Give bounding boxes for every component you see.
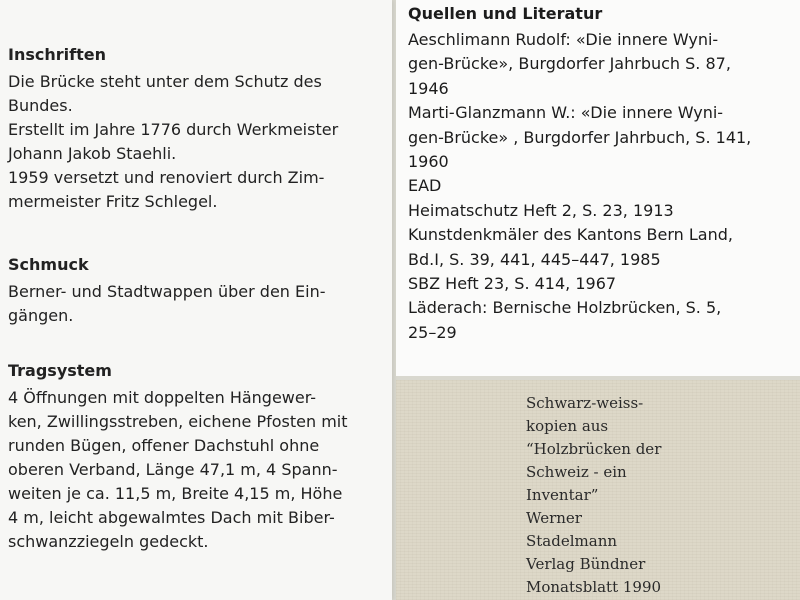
- caption-line: Schwarz-weiss-: [526, 394, 644, 412]
- tragsystem-line: runden Bügen, offener Dachstuhl ohne: [8, 436, 320, 455]
- tragsystem-text: [8, 386, 386, 554]
- caption-line: “Holzbrücken der: [526, 440, 662, 458]
- tragsystem-line: 4 m, leicht abgewalmtes Dach mit Biber-: [8, 508, 335, 527]
- schmuck-heading: Schmuck: [8, 255, 89, 274]
- tragsystem-line: oberen Verband, Länge 47,1 m, 4 Spann-: [8, 460, 338, 479]
- quellen-line: gen-Brücke» , Burgdorfer Jahrbuch, S. 141,: [408, 127, 752, 147]
- inschriften-line: Bundes.: [8, 96, 73, 115]
- quellen-line: 25–29: [408, 322, 457, 342]
- quellen-list: [408, 28, 788, 345]
- tragsystem-line: ken, Zwillingsstreben, eichene Pfosten mit: [8, 412, 348, 431]
- inschriften-line: 1959 versetzt und renoviert durch Zim-: [8, 168, 325, 187]
- tragsystem-heading: Tragsystem: [8, 361, 112, 380]
- schmuck-line: Berner- und Stadtwappen über den Ein-: [8, 282, 326, 301]
- quellen-line: Aeschlimann Rudolf: «Die innere Wyni-: [408, 30, 719, 49]
- caption-line: Verlag Bündner: [526, 555, 646, 573]
- quellen-line: 1960: [408, 152, 449, 172]
- caption-line: Monatsblatt 1990: [526, 578, 662, 596]
- tragsystem-line: weiten je ca. 11,5 m, Breite 4,15 m, Höhe: [8, 484, 343, 503]
- inschriften-line: Erstellt im Jahre 1776 durch Werkmeister: [8, 120, 339, 139]
- quellen-line: Kunstdenkmäler des Kantons Bern Land,: [408, 225, 733, 245]
- quellen-heading: Quellen und Literatur: [408, 4, 603, 23]
- tragsystem-line: schwanzziegeln gedeckt.: [8, 532, 209, 551]
- quellen-line: SBZ Heft 23, S. 414, 1967: [408, 274, 617, 294]
- quellen-line: gen-Brücke», Burgdorfer Jahrbuch S. 87,: [408, 54, 731, 74]
- inschriften-text: [8, 70, 386, 214]
- quellen-line: Läderach: Bernische Holzbrücken, S. 5,: [408, 298, 722, 318]
- caption-line: Werner: [526, 509, 582, 527]
- caption-line: kopien aus: [526, 417, 609, 435]
- schmuck-text: [8, 280, 386, 328]
- inschriften-line: Johann Jakob Staehli.: [8, 144, 177, 163]
- schmuck-line: gängen.: [8, 306, 74, 325]
- quellen-line: EAD: [408, 176, 442, 196]
- caption-line: Stadelmann: [526, 532, 618, 550]
- inschriften-section: [8, 44, 386, 214]
- schmuck-section: [8, 254, 386, 328]
- quellen-line: 1946: [408, 78, 449, 98]
- tragsystem-section: [8, 360, 386, 554]
- quellen-line: Marti-Glanzmann W.: «Die innere Wyni-: [408, 103, 724, 123]
- quellen-line: Heimatschutz Heft 2, S. 23, 1913: [408, 200, 674, 220]
- quellen-line: Bd.I, S. 39, 441, 445–447, 1985: [408, 249, 661, 269]
- tragsystem-line: 4 Öffnungen mit doppelten Hängewer-: [8, 388, 317, 407]
- inschriften-line: Die Brücke steht unter dem Schutz des: [8, 72, 322, 91]
- caption-line: Inventar”: [526, 486, 599, 504]
- inschriften-heading: Inschriften: [8, 45, 106, 64]
- source-caption: [526, 392, 696, 599]
- inschriften-line: mermeister Fritz Schlegel.: [8, 192, 218, 211]
- caption-line: Schweiz - ein: [526, 463, 627, 481]
